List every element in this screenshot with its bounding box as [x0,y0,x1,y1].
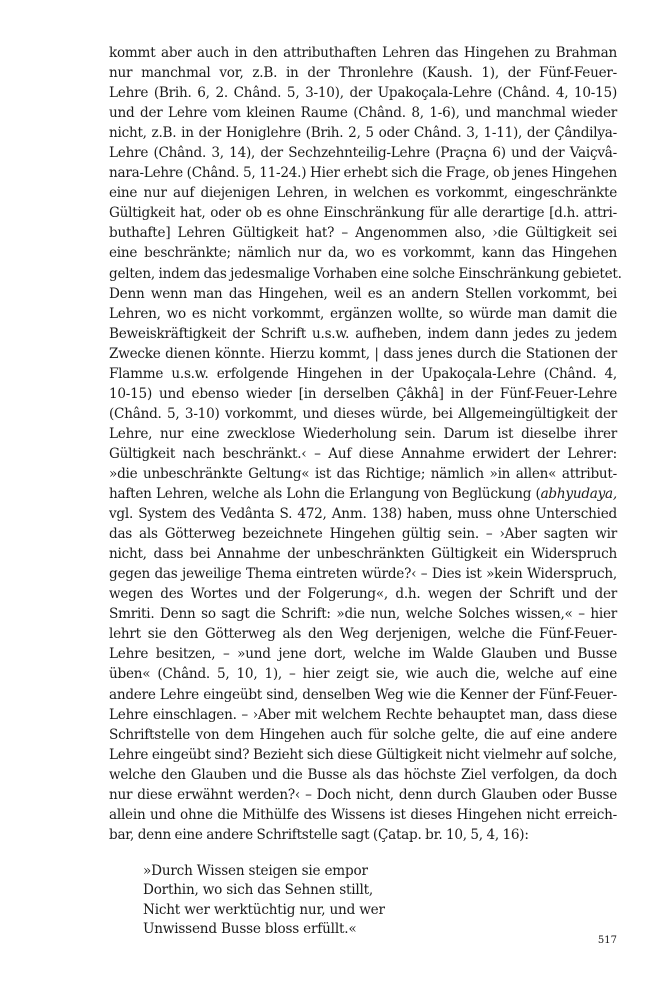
paragraph-line: 10-15) und ebenso wieder [in derselben Çâkhâ] in der Fünf-Feuer-Lehre [109,385,617,402]
paragraph-line: und der Lehre vom kleinen Raume (Chând. 8, 1-6), und manchmal wieder [109,105,617,122]
paragraph-line: nara-Lehre (Chând. 5, 11-24.) Hier erhebt sich die Frage, ob jenes Hingehen [109,165,617,182]
paragraph-line: wegen des Wortes und der Folgerung«, d.h. wegen der Schrift und der [109,586,617,603]
paragraph-line: Schriftstelle von dem Hingehen auch für solche gelte, die auf eine andere [109,726,617,743]
paragraph-line: Beweiskräftigkeit der Schrift u.s.w. aufheben, indem dann jedes zu jedem [109,325,617,342]
paragraph-line: »die unbeschränkte Geltung« ist das Richtige; nämlich »in allen« attribut- [109,465,617,482]
paragraph-line: Lehre (Brih. 6, 2. Chând. 5, 3-10), der Upakoçala-Lehre (Chând. 4, 10-15) [109,85,617,102]
paragraph-line: Smriti. Denn so sagt die Schrift: »die nun, welche Solches wissen,« – hier [109,606,617,623]
paragraph-line: andere Lehre eingeübt sind, denselben Weg wie die Kenner der Fünf-Feuer- [109,686,617,703]
paragraph-line: nicht, dass bei Annahme der unbeschränkten Gültigkeit ein Widerspruch [109,546,617,563]
paragraph-line: Lehre einschlagen. – ›Aber mit welchem Rechte behauptet man, dass diese [109,706,617,723]
verse-line: Nicht wer werktüchtig nur, und wer [143,901,385,918]
paragraph-line: allein und ohne die Mithülfe des Wissens ist dieses Hingehen nicht erreich- [109,806,617,823]
paragraph-line: kommt aber auch in den attributhaften Lehren das Hingehen zu Brahman [109,45,617,61]
paragraph-line: Lehre besitzen, – »und jene dort, welche im Walde Glauben und Busse [109,646,617,663]
paragraph-line: eine nur auf diejenigen Lehren, in welchen es vorkommt, eingeschränkte [109,185,617,202]
paragraph-line-with-italic [109,484,617,504]
paragraph-line: Gültigkeit nach beschränkt.‹ – Auf diese Annahme erwidert der Lehrer: [109,445,617,462]
paragraph-line: lehrt sie den Götterweg als den Weg derjenigen, welche die Fünf-Feuer- [109,626,617,643]
paragraph-line: welche den Glauben und die Busse als das höchste Ziel verfolgen, da doch [109,766,617,783]
paragraph-line: nicht, z.B. in der Honiglehre (Brih. 2, 5 oder Chând. 3, 1-11), der Çândilya- [109,125,617,142]
verse-line: Unwissend Busse bloss erfüllt.« [143,921,357,938]
paragraph-line: Flamme u.s.w. erfolgende Hingehen in der Upakoçala-Lehre (Chând. 4, [109,365,617,382]
paragraph-line: gegen das jeweilige Thema eintreten würde?‹ – Dies ist »kein Widerspruch, [109,566,617,583]
paragraph-line: (Chând. 5, 3-10) vorkommt, und dieses würde, bei Allgemeingültigkeit der [109,405,617,422]
paragraph-line: nur diese erwähnt werden?‹ – Doch nicht, denn durch Glauben oder Busse [109,786,617,803]
paragraph-line: Zwecke dienen könnte. Hierzu kommt, | dass jenes durch die Stationen der [109,345,617,362]
page-number: 517 [597,935,617,946]
paragraph-line: gelten, indem das jedesmalige Vorhaben eine solche Einschränkung gebietet. [109,265,622,282]
paragraph-line: nur manchmal vor, z.B. in der Thronlehre (Kaush. 1), der Fünf-Feuer- [109,65,617,82]
paragraph-line: eine beschränkte; nämlich nur da, wo es vorkommt, kann das Hingehen [109,245,617,262]
verse-line: »Durch Wissen steigen sie empor [143,862,368,879]
main-paragraph [109,43,622,845]
paragraph-line: Lehre, nur eine zwecklose Wiederholung sein. Darum ist dieselbe ihrer [109,425,617,442]
paragraph-line: Lehre (Chând. 3, 14), der Sechzehnteilig-Lehre (Praçna 6) und der Vaiçvâ- [109,145,617,162]
paragraph-line: üben« (Chând. 5, 10, 1), – hier zeigt sie, wie auch die, welche auf eine [109,666,617,683]
paragraph-line: Lehren, wo es nicht vorkommt, ergänzen wollte, so würde man damit die [109,305,617,322]
paragraph-line: Lehre eingeübt sind? Bezieht sich diese Gültigkeit nicht vielmehr auf solche, [109,746,617,763]
verse-line: Dorthin, wo sich das Sehnen stillt, [143,882,374,899]
page-body [109,43,622,940]
paragraph-line: Gültigkeit hat, oder ob es ohne Einschränkung für alle derartige [d.h. attri- [109,205,617,222]
paragraph-line-last: bar, denn eine andere Schriftstelle sagt (Çatap. br. 10, 5, 4, 16): [109,826,529,843]
verse-quote [109,862,617,940]
paragraph-line: das als Götterweg bezeichnete Hingehen gültig sein. – ›Aber sagten wir [109,526,617,543]
paragraph-line: buthafte] Lehren Gültigkeit hat? – Angenommen also, ›die Gültigkeit sei [109,225,617,242]
paragraph-line: Denn wenn man das Hingehen, weil es an andern Stellen vorkommt, bei [109,285,617,302]
italic-term: abhyudaya, [540,486,617,503]
paragraph-line: vgl. System des Vedânta S. 472, Anm. 138) haben, muss ohne Unterschied [109,506,617,523]
line-text-before-italic: haften Lehren, welche als Lohn die Erlangung von Beglückung ( [109,486,541,503]
